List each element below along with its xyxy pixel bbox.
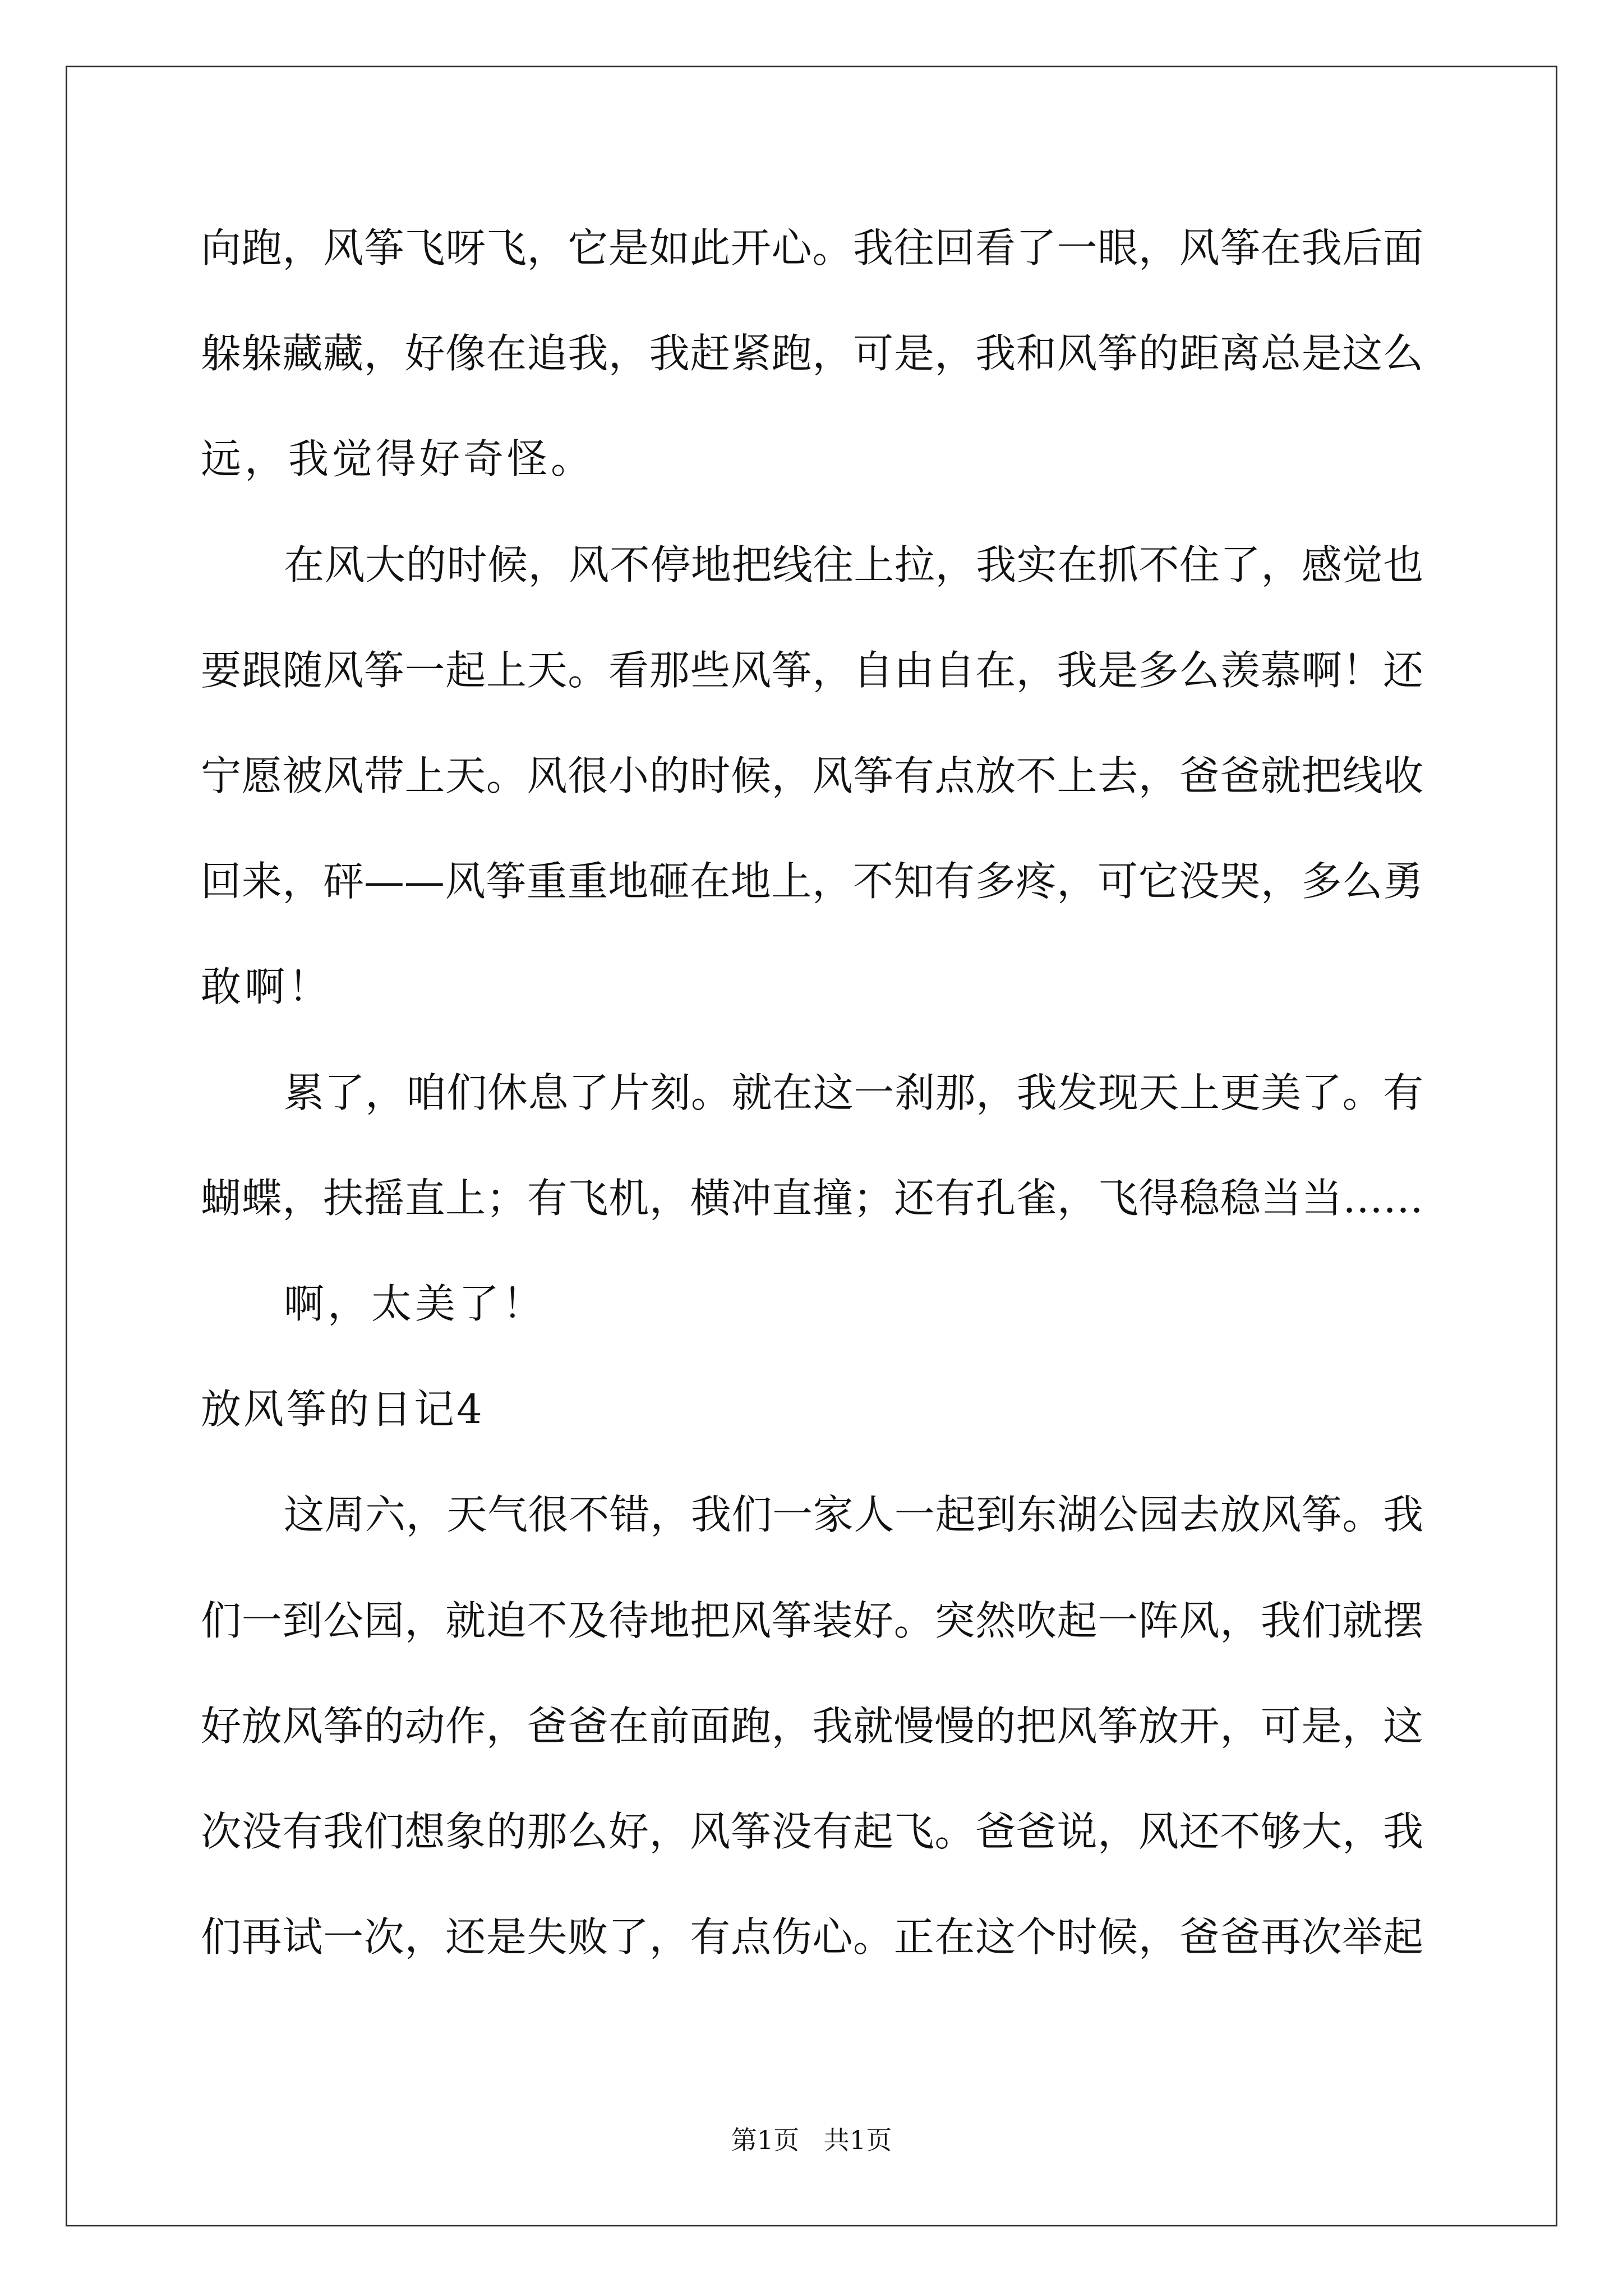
text-line-16: 次没有我们想象的那么好，风筝没有起飞。爸爸说，风还不够大，我 (201, 1808, 1423, 1855)
text-line-1: 向跑，风筝飞呀飞，它是如此开心。我往回看了一眼，风筝在我后面 (201, 224, 1423, 272)
text-line-17: 们再试一次，还是失败了，有点伤心。正在这个时候，爸爸再次举起 (201, 1913, 1423, 1961)
text-line-8: 敢啊！ (201, 963, 333, 1010)
text-line-3: 远，我觉得好奇怪。 (201, 435, 595, 482)
text-line-13: 这周六，天气很不错，我们一家人一起到东湖公园去放风筝。我 (284, 1491, 1423, 1538)
text-line-9: 累了，咱们休息了片刻。就在这一刹那，我发现天上更美了。有 (284, 1069, 1423, 1116)
page-number-footer: 第1页 共1页 (731, 2125, 892, 2155)
text-line-11: 啊，太美了！ (284, 1280, 547, 1327)
text-line-10: 蝴蝶，扶摇直上；有飞机，横冲直撞；还有孔雀，飞得稳稳当当…… (201, 1175, 1423, 1222)
text-line-2: 躲躲藏藏，好像在追我，我赶紧跑，可是，我和风筝的距离总是这么 (201, 330, 1423, 377)
text-line-4: 在风大的时候，风不停地把线往上拉，我实在抓不住了，感觉也 (284, 541, 1423, 588)
text-line-15: 好放风筝的动作，爸爸在前面跑，我就慢慢的把风筝放开，可是，这 (201, 1703, 1423, 1750)
text-line-6: 宁愿被风带上天。风很小的时候，风筝有点放不上去，爸爸就把线收 (201, 752, 1423, 799)
page-border (66, 66, 1557, 2226)
text-line-7: 回来，砰——风筝重重地砸在地上，不知有多疼，可它没哭，多么勇 (201, 858, 1423, 905)
text-line-5: 要跟随风筝一起上天。看那些风筝，自由自在，我是多么羡慕啊！还 (201, 647, 1423, 694)
text-line-14: 们一到公园，就迫不及待地把风筝装好。突然吹起一阵风，我们就摆 (201, 1597, 1423, 1644)
section-heading: 放风筝的日记4 (201, 1386, 485, 1433)
